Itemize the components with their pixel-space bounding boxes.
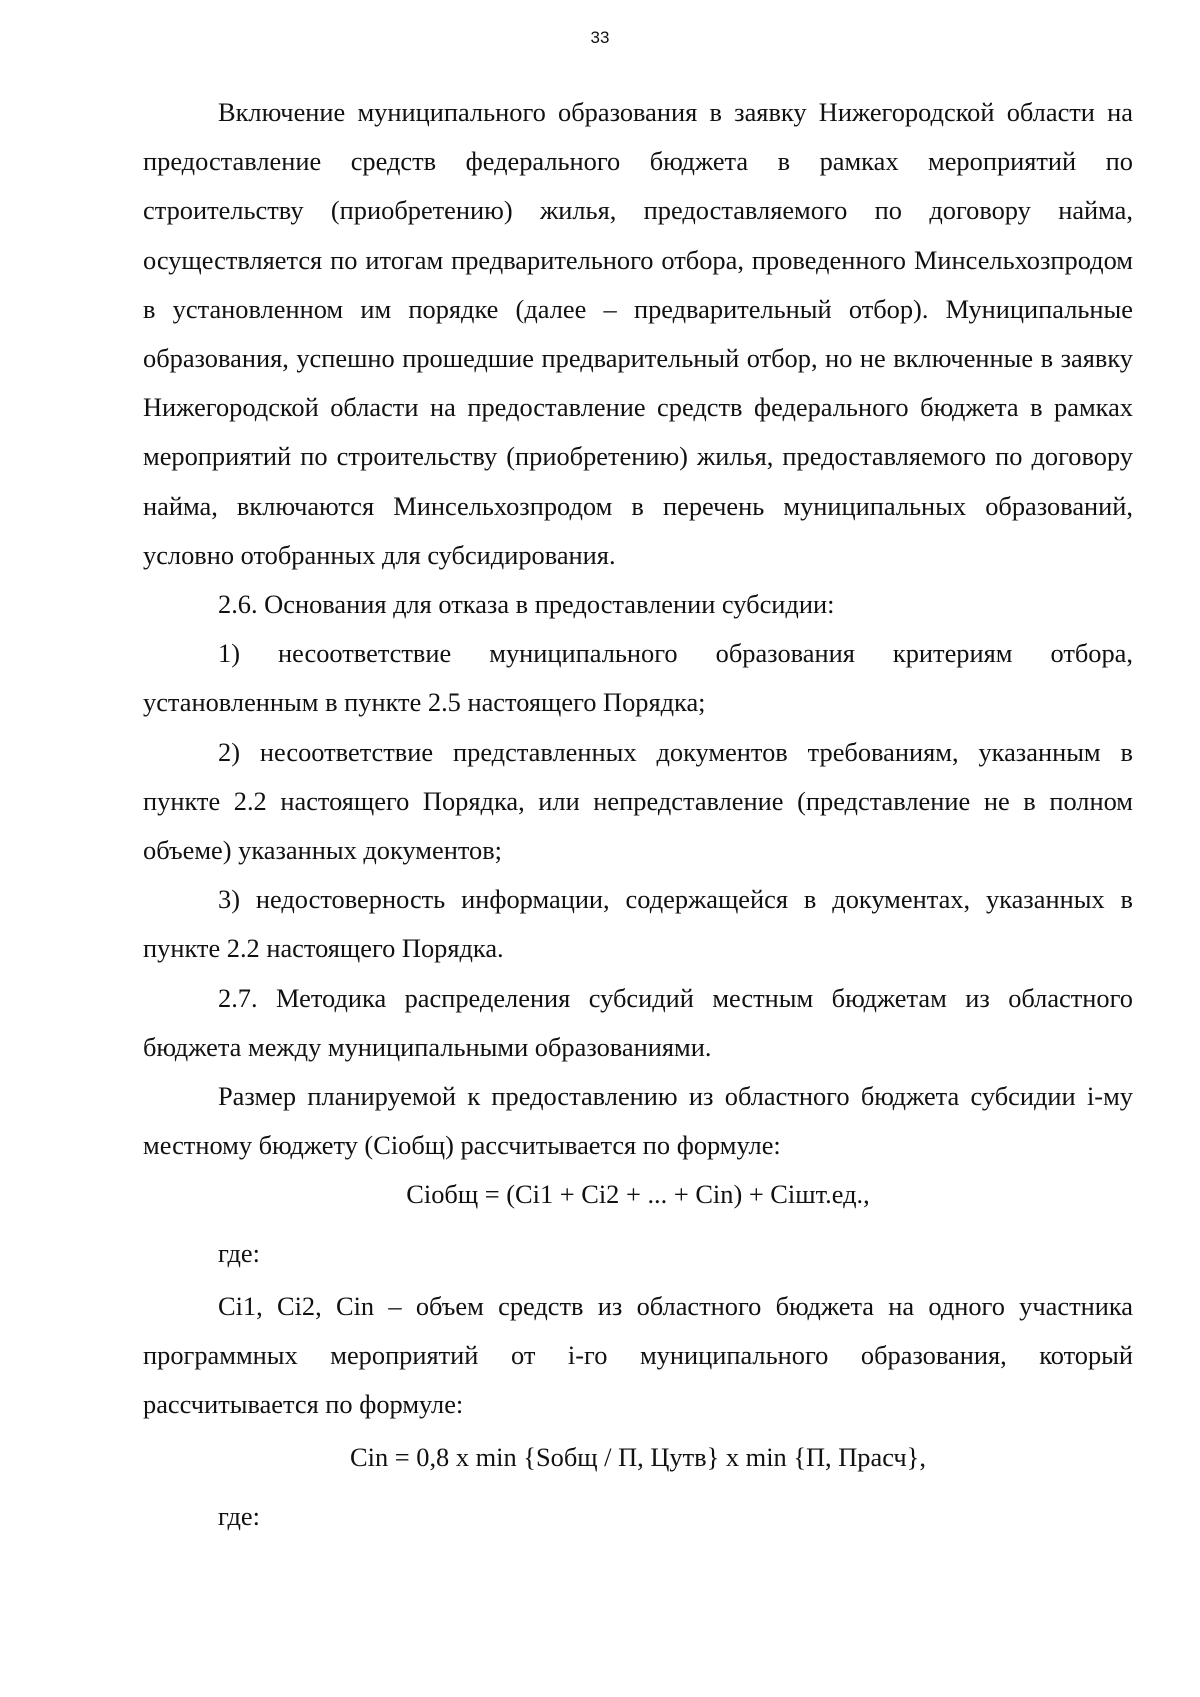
where-label-2: где:	[218, 1500, 260, 1531]
paragraph-subsidy-size: Размер планируемой к предоставлению из областного бюджета субсидии i-му местному бюджету (Ciобщ) рассчитывается по формуле:	[143, 1081, 1133, 1161]
page-number: 33	[590, 28, 610, 47]
paragraph-inclusion-procedure: Включение муниципального образования в заявку Нижегородской области на предоставление средств федерального бюджета в рамках мероприятий по строительству (приобретению) жилья, предоставляемого по договору найма, осуществляется по итогам предварительного отбора, проведенного Минсельхозпродом в установленном им порядке (далее – предварительный отбор). Муниципальные образования, успешно прошедшие предварительный отбор, но не включенные в заявку Нижегородской области на предоставление средств федерального бюджета в рамках мероприятий по строительству (приобретению) жилья, предоставляемого по договору найма, включаются Минсельхозпродом в перечень муниципальных образований, условно отобранных для субсидирования.	[143, 97, 1133, 570]
formula-participant-amount: Cin = 0,8 x min {Sобщ / П, Цутв} x min {П, Прасч},	[350, 1442, 926, 1473]
paragraph-refusal-ground-2: 2) несоответствие представленных документов требованиям, указанным в пункте 2.2 настоящего Порядка, или непредставление (представление не в полном объеме) указанных документов;	[143, 736, 1133, 866]
paragraph-refusal-ground-1: 1) несоответствие муниципального образования критериям отбора, установленным в пункте 2.5 настоящего Порядка;	[143, 638, 1133, 718]
paragraph-refusal-grounds-heading: 2.6. Основания для отказа в предоставлении субсидии:	[218, 589, 835, 620]
paragraph-participant-funds: Ci1, Ci2, Cin – объем средств из областного бюджета на одного участника программных мероприятий от i-го муниципального образования, который рассчитывается по формуле:	[143, 1290, 1133, 1420]
paragraph-methodology-heading: 2.7. Методика распределения субсидий местным бюджетам из областного бюджета между муниципальными образованиями.	[143, 982, 1133, 1062]
formula-total-subsidy: Ciобщ = (Ci1 + Ci2 + ... + Cin) + Ciшт.ед.,	[406, 1179, 870, 1210]
document-body	[143, 88, 1133, 1541]
where-label-1: где:	[218, 1237, 260, 1268]
paragraph-refusal-ground-3: 3) недостоверность информации, содержащейся в документах, указанных в пункте 2.2 настоящего Порядка.	[143, 884, 1133, 964]
